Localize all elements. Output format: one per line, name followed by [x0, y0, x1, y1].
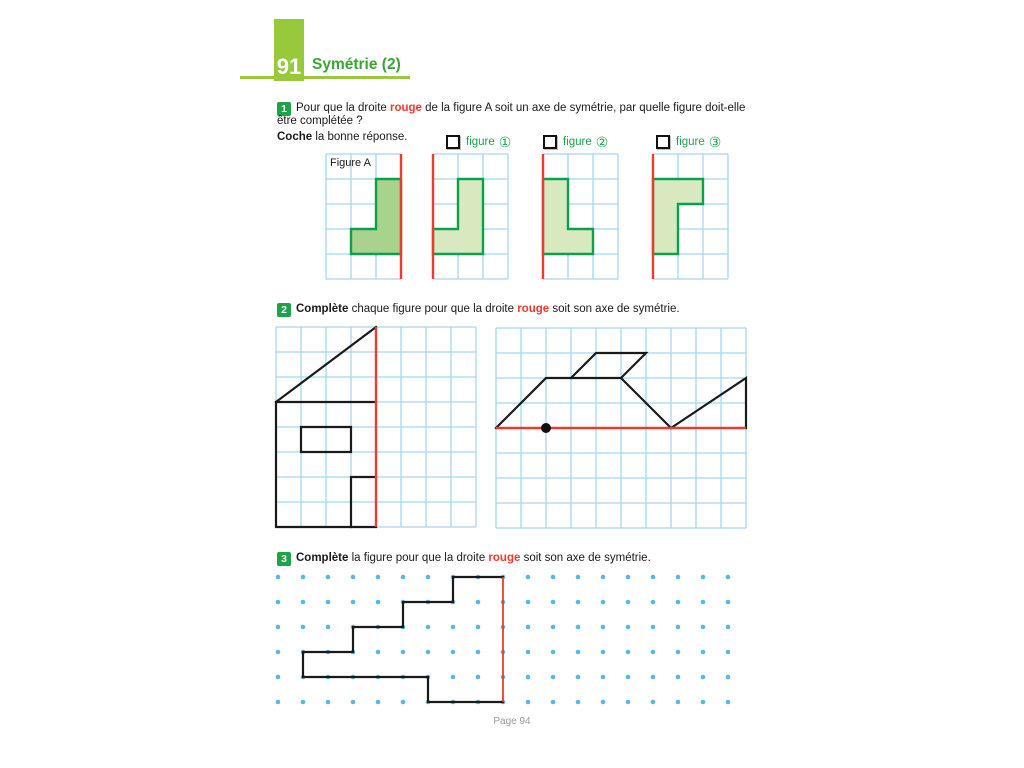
- ex3-red-word: rouge: [488, 552, 521, 564]
- exercise-1-badge: 1: [277, 102, 291, 116]
- q1-part2: de la figure A soit un axe de symétrie, par quelle figure doit-elle: [421, 102, 746, 114]
- ex3-part1: la figure pour que la droite: [348, 552, 489, 564]
- figure-1-checkbox[interactable]: [446, 135, 460, 149]
- q1-part1: Pour que la droite: [296, 102, 390, 114]
- lesson-number-tab: [274, 19, 304, 81]
- ex3-bold: Complète: [296, 552, 349, 564]
- exercise-2-badge: 2: [277, 303, 291, 317]
- option-figure-1: [446, 135, 511, 149]
- figure-a-grid: [323, 151, 404, 282]
- ex2-part2: soit son axe de symétrie.: [549, 303, 680, 315]
- exercise-3-badge: 3: [277, 552, 291, 566]
- q1-red-word: rouge: [389, 102, 422, 114]
- whale-grid: [493, 325, 749, 531]
- exercise-1-question-line-1: [296, 102, 745, 114]
- figure-2-label: figure: [563, 136, 592, 148]
- ex2-part1: chaque figure pour que la droite: [348, 303, 518, 315]
- house-grid: [273, 324, 479, 530]
- coche-bold: Coche: [277, 131, 313, 143]
- option-figure-3: [656, 135, 721, 149]
- exercise-1-instruction: [277, 131, 407, 143]
- figure-a-label: Figure A: [330, 157, 371, 169]
- figure-3-circled-number: ③: [708, 134, 722, 150]
- figure-1-label: figure: [466, 136, 495, 148]
- figure-3-label: figure: [676, 136, 705, 148]
- figure-3-grid: [650, 151, 731, 282]
- figure-1-grid: [430, 151, 511, 282]
- figure-3-checkbox[interactable]: [656, 135, 670, 149]
- option-figure-2: [543, 135, 608, 149]
- ex2-bold: Complète: [296, 303, 349, 315]
- lesson-number: 91: [276, 54, 302, 79]
- figure-2-grid: [540, 151, 621, 282]
- figure-1-circled-number: ①: [498, 134, 512, 150]
- figure-2-checkbox[interactable]: [543, 135, 557, 149]
- exercise-3-instruction: [296, 552, 651, 564]
- figure-2-circled-number: ②: [595, 134, 609, 150]
- header-underline: [240, 76, 410, 79]
- coche-rest: la bonne réponse.: [312, 131, 408, 143]
- exercise-2-instruction: [296, 303, 680, 315]
- ex2-red-word: rouge: [517, 303, 550, 315]
- ex3-part2: soit son axe de symétrie.: [520, 552, 651, 564]
- exercise-1-question-line-2: être complétée ?: [277, 115, 363, 127]
- page-number: Page 94: [493, 716, 531, 727]
- dot-grid: [265, 564, 741, 715]
- page-title: Symétrie (2): [312, 56, 401, 73]
